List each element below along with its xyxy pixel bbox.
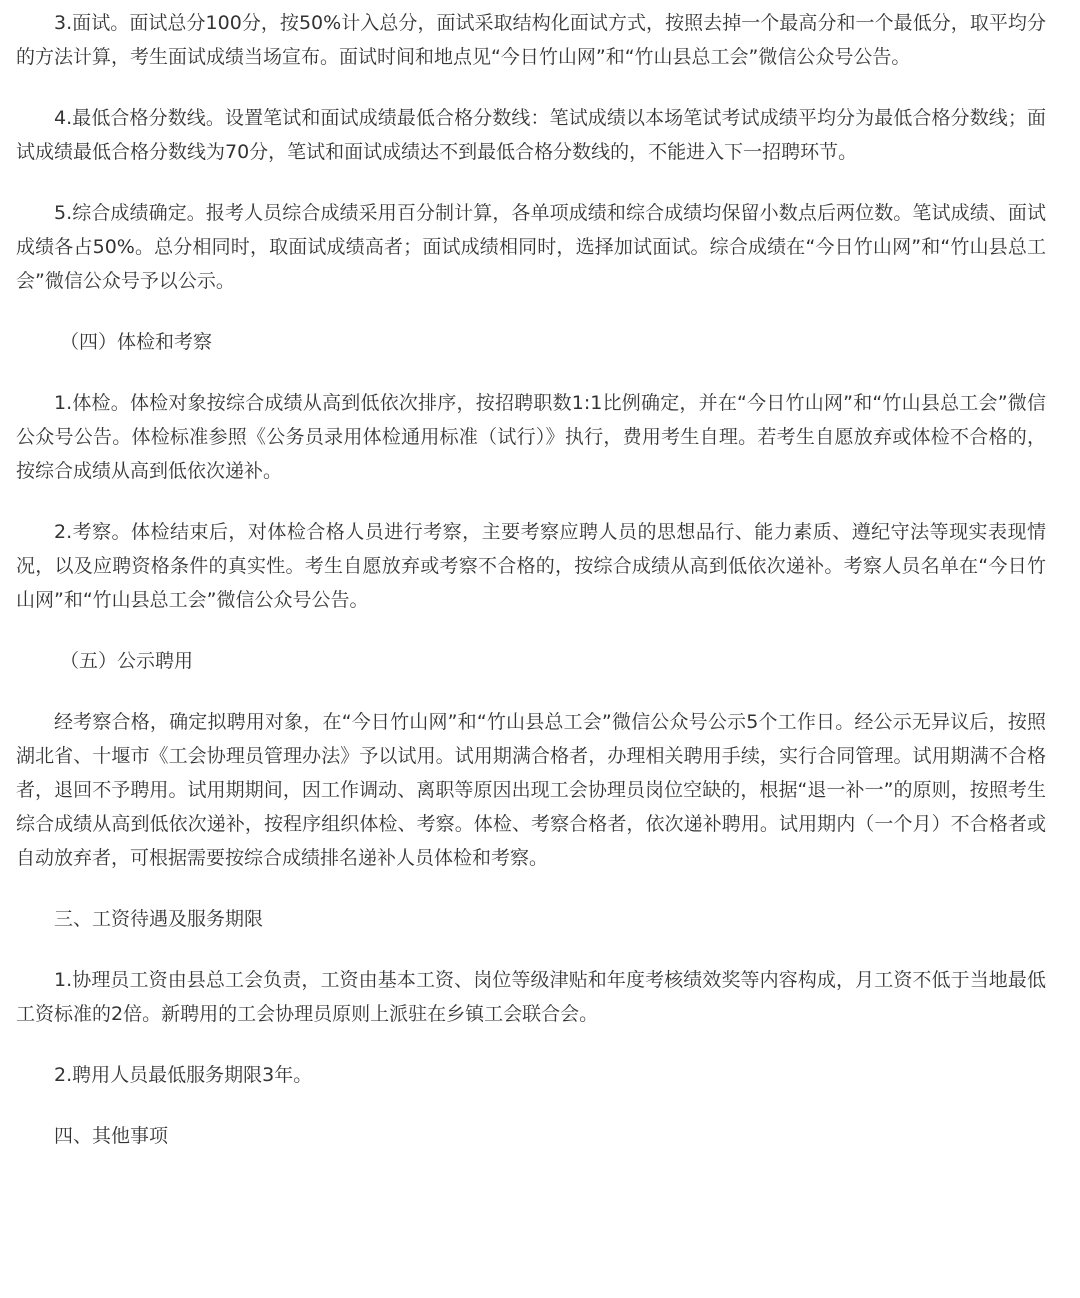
section-heading-medical-review: （四）体检和考察: [60, 331, 213, 353]
section-heading-other: 四、其他事项: [54, 1125, 169, 1147]
paragraph-inspection: 2.考察。体检结束后，对体检合格人员进行考察，主要考察应聘人员的思想品行、能力素质、遵纪守法等现实表现情况，以及应聘资格条件的真实性。考生自愿放弃或考察不合格的，按综合成绩从高到低依次递补。考察人员名单在“今日竹山网”和“竹山县总工会”微信公众号公告。: [16, 521, 1046, 611]
section-heading-salary: 三、工资待遇及服务期限: [54, 908, 264, 930]
article-body: [16, 6, 1046, 1180]
paragraph-medical-exam: 1.体检。体检对象按综合成绩从高到低依次排序，按招聘职数1:1比例确定，并在“今日竹山网”和“竹山县总工会”微信公众号公告。体检标准参照《公务员录用体检通用标准（试行）》执行，费用考生自理。若考生自愿放弃或体检不合格的，按综合成绩从高到低依次递补。: [16, 392, 1046, 482]
section-heading-publicity-hiring: （五）公示聘用: [60, 650, 194, 672]
paragraph-salary: 1.协理员工资由县总工会负责，工资由基本工资、岗位等级津贴和年度考核绩效奖等内容构成，月工资不低于当地最低工资标准的2倍。新聘用的工会协理员原则上派驻在乡镇工会联合会。: [16, 969, 1046, 1025]
paragraph-composite-score: 5.综合成绩确定。报考人员综合成绩采用百分制计算，各单项成绩和综合成绩均保留小数点后两位数。笔试成绩、面试成绩各占50%。总分相同时，取面试成绩高者；面试成绩相同时，选择加试面试。综合成绩在“今日竹山网”和“竹山县总工会”微信公众号予以公示。: [16, 202, 1046, 292]
paragraph-interview: 3.面试。面试总分100分，按50%计入总分，面试采取结构化面试方式，按照去掉一个最高分和一个最低分，取平均分的方法计算，考生面试成绩当场宣布。面试时间和地点见“今日竹山网”和“竹山县总工会”微信公众号公告。: [16, 12, 1046, 68]
paragraph-minimum-score: 4.最低合格分数线。设置笔试和面试成绩最低合格分数线：笔试成绩以本场笔试考试成绩平均分为最低合格分数线；面试成绩最低合格分数线为70分，笔试和面试成绩达不到最低合格分数线的，不能进入下一招聘环节。: [16, 107, 1046, 163]
paragraph-service-term: 2.聘用人员最低服务期限3年。: [54, 1064, 313, 1086]
paragraph-hiring: 经考察合格，确定拟聘用对象，在“今日竹山网”和“竹山县总工会”微信公众号公示5个工作日。经公示无异议后，按照湖北省、十堰市《工会协理员管理办法》予以试用。试用期满合格者，办理相关聘用手续，实行合同管理。试用期满不合格者，退回不予聘用。试用期期间，因工作调动、离职等原因出现工会协理员岗位空缺的，根据“退一补一”的原则，按照考生综合成绩从高到低依次递补，按程序组织体检、考察。体检、考察合格者，依次递补聘用。试用期内（一个月）不合格者或自动放弃者，可根据需要按综合成绩排名递补人员体检和考察。: [16, 711, 1046, 869]
